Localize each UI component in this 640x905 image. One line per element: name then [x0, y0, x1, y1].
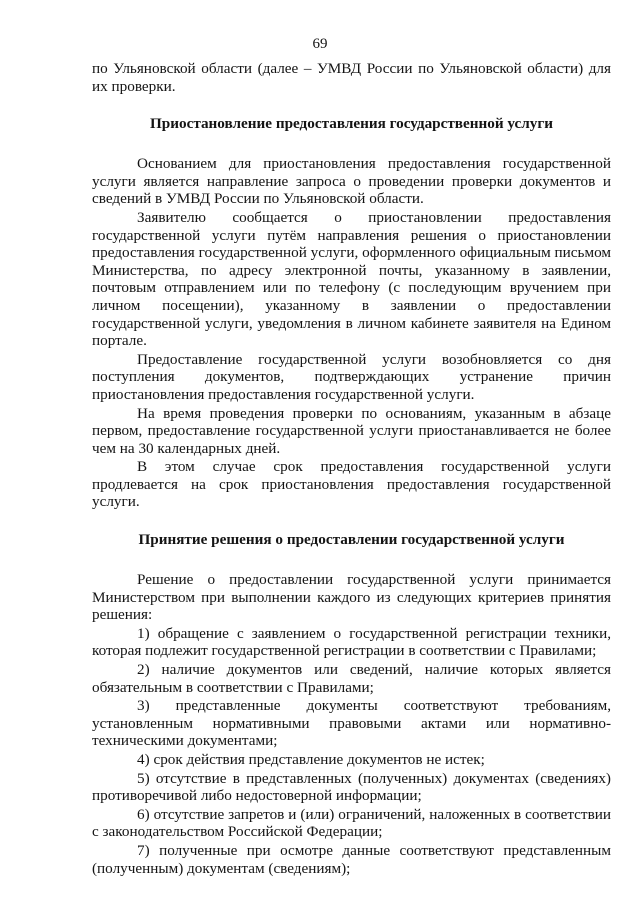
suspension-paragraph: На время проведения проверки по основаниям, указанным в абзаце первом, предоставление государственной услуги приостанавливается не более чем на 30 календарных дней.: [92, 404, 611, 457]
heading-decision: Принятие решения о предоставлении государственной услуги: [138, 531, 565, 549]
document-body: [92, 60, 611, 877]
heading-suspension: Приостановление предоставления государственной услуги: [149, 115, 554, 133]
decision-paragraph: Решение о предоставлении государственной услуги принимается Министерством при выполнении каждого из следующих критериев принятия решения:: [92, 571, 611, 624]
criterion-item: 5) отсутствие в представленных (полученных) документах (сведениях) противоречивой либо недостоверной информации;: [92, 769, 611, 805]
suspension-paragraph: В этом случае срок предоставления государственной услуги продлевается на срок приостановления предоставления государственной услуги.: [92, 458, 611, 511]
intro-continuation: по Ульяновской области (далее – УМВД России по Ульяновской области) для их проверки.: [92, 60, 611, 95]
criterion-item: 7) полученные при осмотре данные соответствуют представленным (полученным) документам (сведениям);: [92, 841, 611, 877]
criterion-item: 6) отсутствие запретов и (или) ограничений, наложенных в соответствии с законодательством Российской Федерации;: [92, 805, 611, 841]
suspension-paragraph: Предоставление государственной услуги возобновляется со дня поступления документов, подтверждающих устранение причин приостановления предоставления государственной услуги.: [92, 350, 611, 403]
suspension-paragraph: Заявителю сообщается о приостановлении предоставления государственной услуги путём направления решения о приостановлении предоставления государственной услуги, оформленного официальным письмом Министерства, по адресу электронной почты, указанному в заявлении, почтовым отправлением или по телефону (с последующим вручением при личном посещении), указанному в заявлении о предоставлении государственной услуги, уведомления в личном кабинете заявителя на Едином портале.: [92, 208, 611, 350]
criterion-item: 4) срок действия представление документов не истек;: [137, 751, 485, 768]
criterion-item: 2) наличие документов или сведений, наличие которых является обязательным в соответствии с Правилами;: [92, 661, 611, 696]
page-number: 69: [312, 36, 328, 52]
criterion-item: 1) обращение с заявлением о государственной регистрации техники, которая подлежит государственной регистрации в соответствии с Правилами;: [92, 624, 611, 660]
suspension-paragraph: Основанием для приостановления предоставления государственной услуги является направление запроса о проведении проверки документов и сведений в УМВД России по Ульяновской области.: [92, 155, 611, 208]
criterion-item: 3) представленные документы соответствуют требованиям, установленным нормативными правовыми актами или нормативно-техническими документами;: [92, 697, 611, 750]
